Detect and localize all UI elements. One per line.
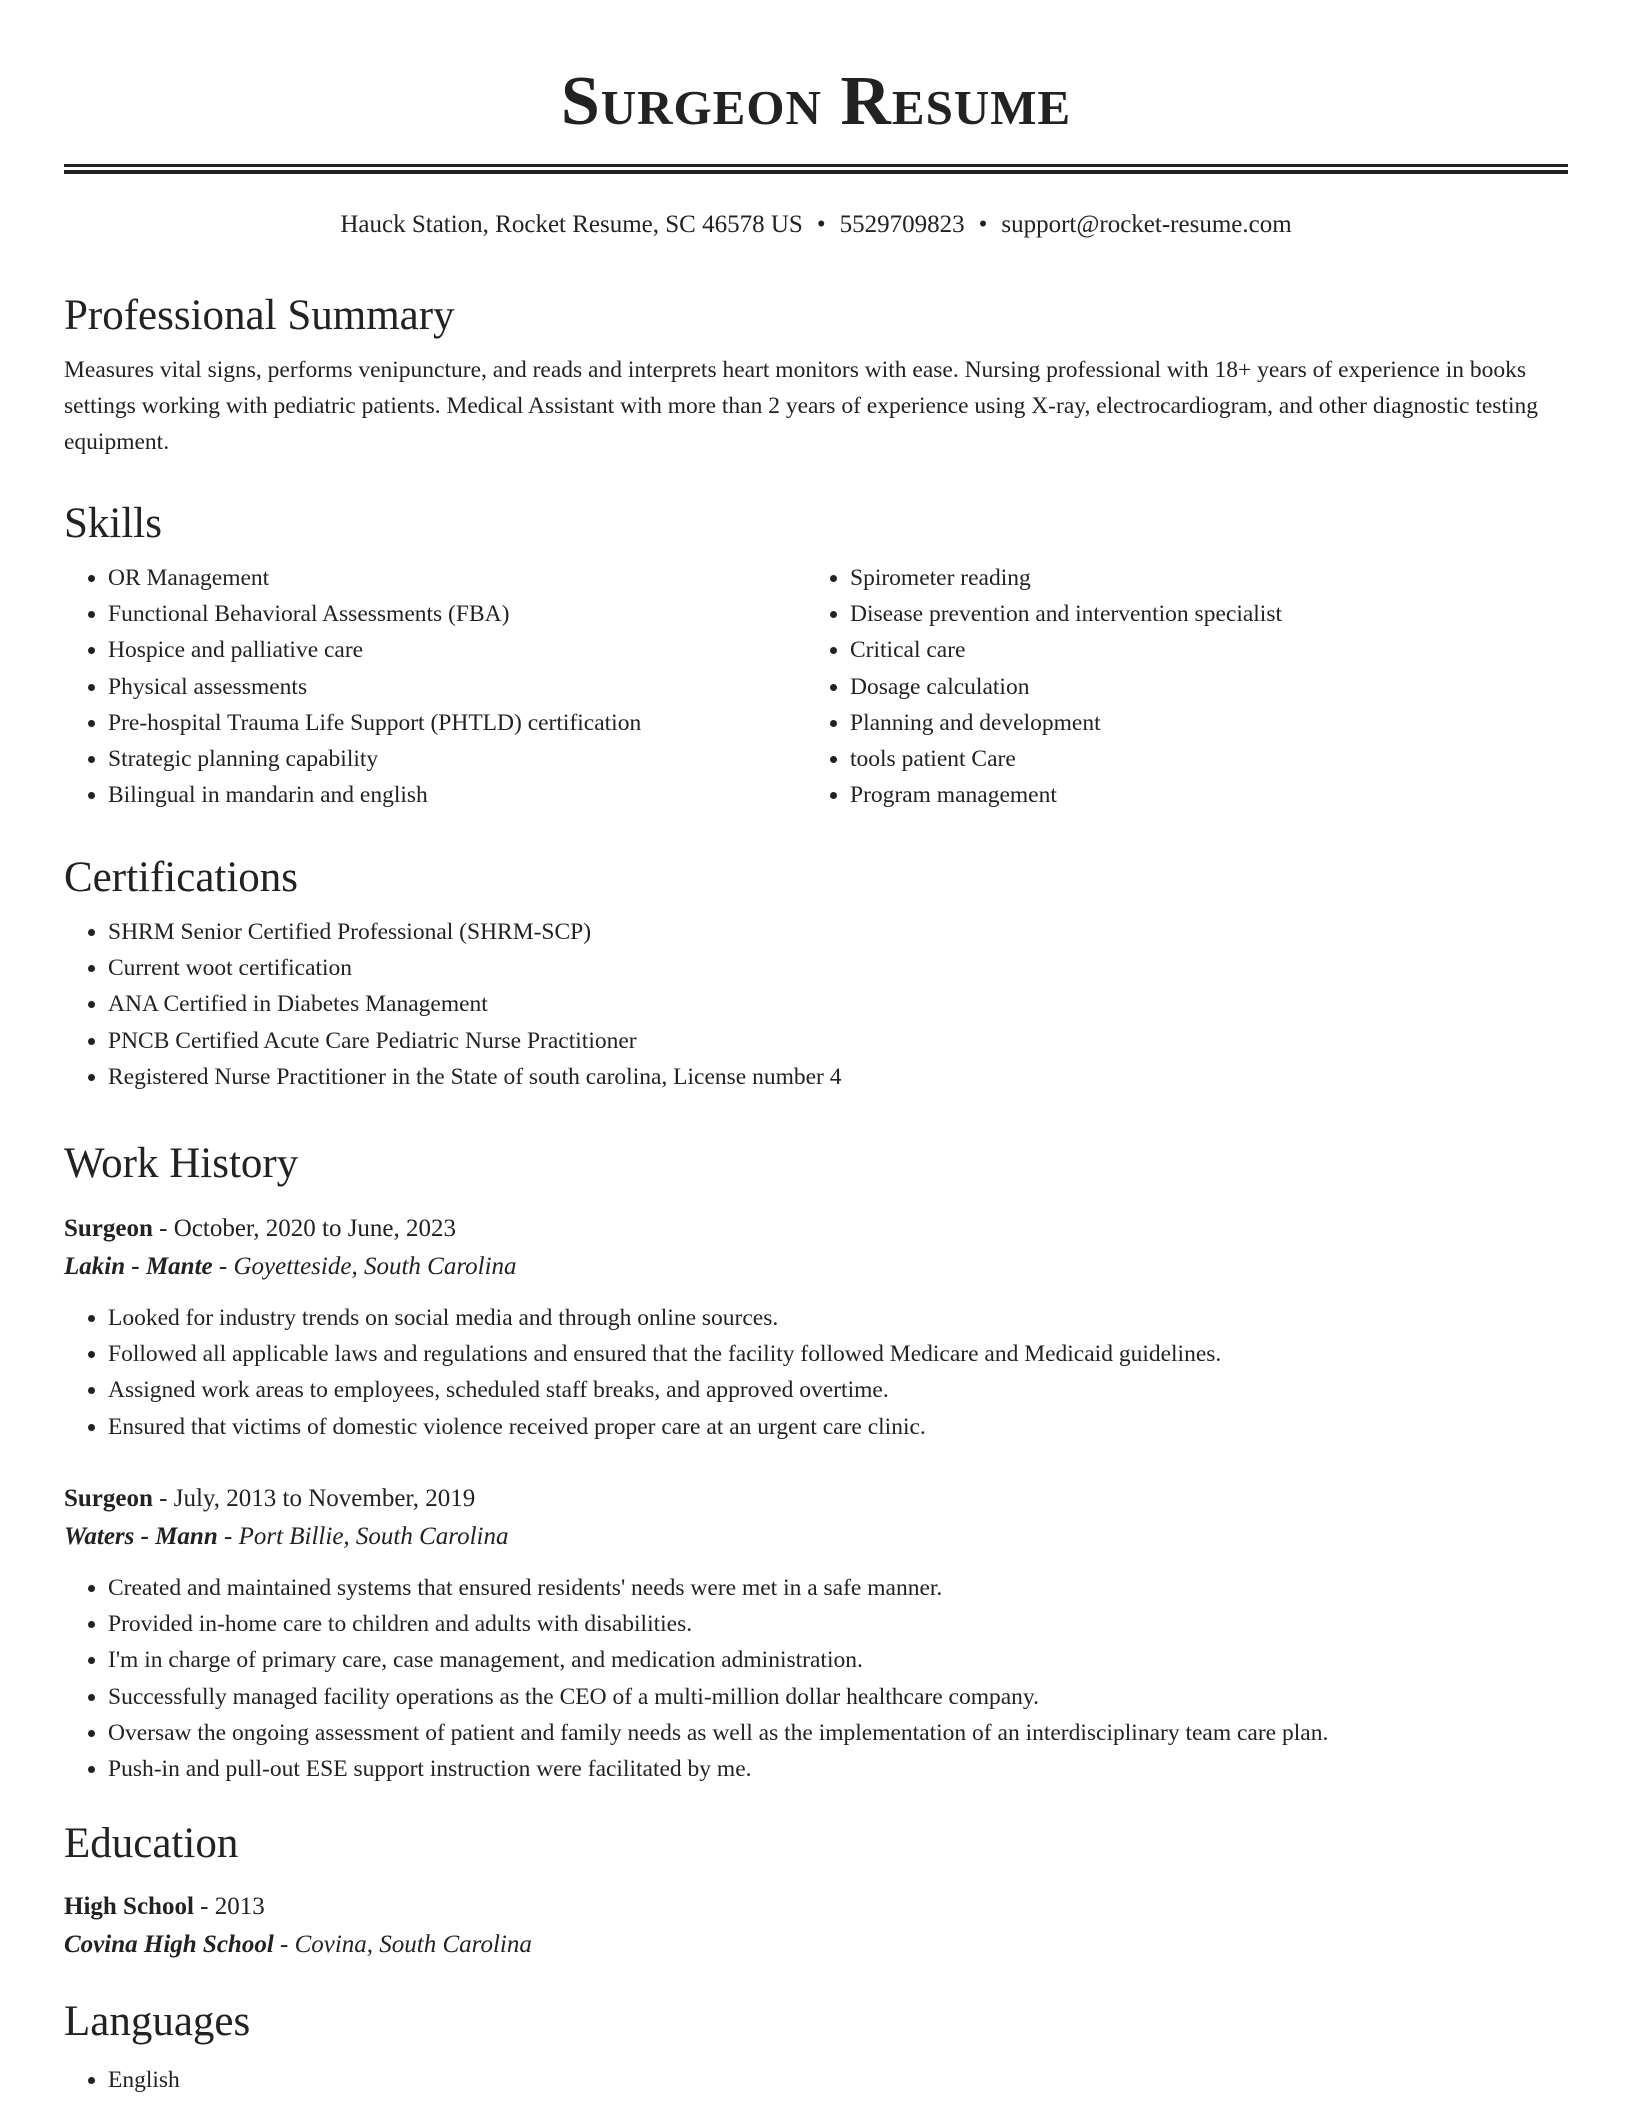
summary-heading: Professional Summary — [64, 292, 455, 339]
education-degree: High School — [64, 1893, 194, 1920]
contact-separator: • — [978, 211, 988, 238]
contact-email[interactable]: support@rocket-resume.com — [1001, 211, 1292, 238]
header-double-rule — [64, 164, 1568, 174]
certification-item: • SHRM Senior Certified Professional (SHRM-SCP) — [108, 914, 1568, 950]
job-dates: - October, 2020 to June, 2023 — [152, 1215, 457, 1242]
skills-columns — [64, 560, 1568, 813]
job-bullet: • Push-in and pull-out ESE support instruction were facilitated by me. — [108, 1751, 1568, 1787]
skills-list-left — [64, 560, 806, 813]
job-bullet: • Created and maintained systems that ensured residents' needs were met in a safe manner. — [108, 1570, 1568, 1606]
education-year: - 2013 — [193, 1893, 265, 1920]
skills-heading: Skills — [64, 500, 162, 547]
skill-item: • tools patient Care — [850, 741, 1548, 777]
skill-item: • Functional Behavioral Assessments (FBA) — [108, 596, 806, 632]
job-bullet: • Assigned work areas to employees, scheduled staff breaks, and approved overtime. — [108, 1372, 1568, 1408]
skill-item: • Planning and development — [850, 705, 1548, 741]
skill-item: • Physical assessments — [108, 669, 806, 705]
work-history-section — [64, 1138, 1568, 1190]
skills-list-right — [806, 560, 1548, 813]
certifications-heading: Certifications — [64, 854, 299, 901]
skill-item: • Strategic planning capability — [108, 741, 806, 777]
job-bullet: • Provided in-home care to children and adults with disabilities. — [108, 1606, 1568, 1642]
education-heading: Education — [64, 1820, 239, 1867]
work-history-heading: Work History — [64, 1140, 299, 1187]
language-item: • English — [108, 2062, 1568, 2098]
education-school-line — [64, 1926, 1568, 1964]
certification-item: • PNCB Certified Acute Care Pediatric Nurse Practitioner — [108, 1023, 1568, 1059]
skills-section — [64, 498, 1568, 813]
education-school: Covina High School — [64, 1931, 274, 1958]
summary-section — [64, 290, 1568, 460]
job-entry — [64, 1480, 1568, 1787]
education-section — [64, 1818, 1568, 1964]
job-bullets — [64, 1570, 1568, 1787]
job-bullet: • Ensured that victims of domestic violence received proper care at an urgent care clinic. — [108, 1409, 1568, 1445]
job-bullet: • I'm in charge of primary care, case management, and medication administration. — [108, 1642, 1568, 1678]
languages-list — [64, 2062, 1568, 2098]
job-bullet: • Looked for industry trends on social media and through online sources. — [108, 1300, 1568, 1336]
certifications-list — [64, 914, 1568, 1095]
job-company: Lakin - Mante — [64, 1253, 213, 1280]
certification-item: • Current woot certification — [108, 950, 1568, 986]
job-location: - Goyetteside, South Carolina — [212, 1253, 517, 1280]
job-company-line — [64, 1518, 1568, 1556]
job-bullets — [64, 1300, 1568, 1445]
job-entry — [64, 1210, 1568, 1445]
skill-item: • Spirometer reading — [850, 560, 1548, 596]
contact-address: Hauck Station, Rocket Resume, SC 46578 US — [340, 211, 803, 238]
resume-page — [64, 0, 1568, 2093]
skill-item: • Bilingual in mandarin and english — [108, 777, 806, 813]
job-title-line — [64, 1480, 1568, 1518]
job-role: Surgeon — [64, 1485, 153, 1512]
job-title-line — [64, 1210, 1568, 1248]
contact-separator: • — [816, 211, 826, 238]
certification-item: • ANA Certified in Diabetes Management — [108, 986, 1568, 1022]
languages-section — [64, 1996, 1568, 2098]
job-bullet: • Successfully managed facility operations as the CEO of a multi-million dollar healthcare company. — [108, 1679, 1568, 1715]
job-dates: - July, 2013 to November, 2019 — [152, 1485, 476, 1512]
skill-item: • Dosage calculation — [850, 669, 1548, 705]
certification-item: • Registered Nurse Practitioner in the State of south carolina, License number 4 — [108, 1059, 1568, 1095]
resume-title: Surgeon Resume — [560, 63, 1072, 140]
summary-text: Measures vital signs, performs venipuncture, and reads and interprets heart monitors with ease. Nursing professional with 18+ years of experience in books settings working with pediatric patients. Medical Assistant with more than 2 years of experience using X-ray, electrocardiogram, and other diagnostic testing equipment. — [64, 357, 1538, 455]
skill-item: • OR Management — [108, 560, 806, 596]
education-degree-line — [64, 1888, 1568, 1926]
languages-heading: Languages — [64, 1998, 251, 2045]
contact-phone: 5529709823 — [839, 211, 965, 238]
skill-item: • Disease prevention and intervention specialist — [850, 596, 1548, 632]
skill-item: • Program management — [850, 777, 1548, 813]
skill-item: • Pre-hospital Trauma Life Support (PHTLD) certification — [108, 705, 806, 741]
skill-item: • Hospice and palliative care — [108, 632, 806, 668]
contact-line — [64, 208, 1568, 242]
education-location: - Covina, South Carolina — [273, 1931, 532, 1958]
job-company-line — [64, 1248, 1568, 1286]
certifications-section — [64, 852, 1568, 1095]
job-bullet: • Followed all applicable laws and regulations and ensured that the facility followed Medicare and Medicaid guidelines. — [108, 1336, 1568, 1372]
job-location: - Port Billie, South Carolina — [217, 1523, 509, 1550]
skill-item: • Critical care — [850, 632, 1548, 668]
job-company: Waters - Mann — [64, 1523, 218, 1550]
job-role: Surgeon — [64, 1215, 153, 1242]
job-bullet: • Oversaw the ongoing assessment of patient and family needs as well as the implementation of an interdisciplinary team care plan. — [108, 1715, 1568, 1751]
